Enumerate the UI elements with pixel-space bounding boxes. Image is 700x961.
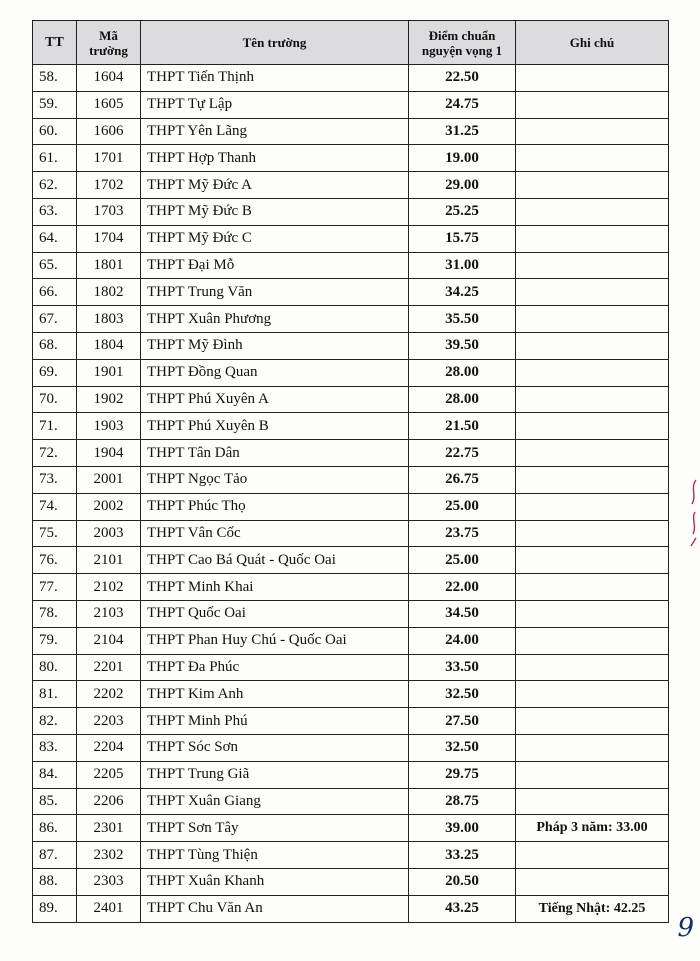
row-note (516, 842, 669, 869)
row-cutoff-score: 43.25 (409, 895, 516, 922)
table-row (33, 574, 669, 601)
table-row (33, 413, 669, 440)
row-school-code: 2001 (77, 466, 141, 493)
table-row (33, 654, 669, 681)
row-cutoff-score: 25.00 (409, 547, 516, 574)
row-note (516, 386, 669, 413)
row-tt: 73. (33, 466, 77, 493)
row-school-name: THPT Phú Xuyên A (141, 386, 409, 413)
row-school-code: 2201 (77, 654, 141, 681)
admission-score-table (32, 20, 669, 923)
row-tt: 86. (33, 815, 77, 842)
row-school-name: THPT Tân Dân (141, 440, 409, 467)
row-cutoff-score: 34.25 (409, 279, 516, 306)
row-note (516, 708, 669, 735)
row-cutoff-score: 33.50 (409, 654, 516, 681)
row-school-name: THPT Kim Anh (141, 681, 409, 708)
row-note (516, 172, 669, 199)
table-row (33, 145, 669, 172)
row-cutoff-score: 22.75 (409, 440, 516, 467)
row-school-name: THPT Đa Phúc (141, 654, 409, 681)
row-school-name: THPT Cao Bá Quát - Quốc Oai (141, 547, 409, 574)
row-cutoff-score: 23.75 (409, 520, 516, 547)
row-school-code: 2303 (77, 868, 141, 895)
header-school-code: Mã trường (77, 21, 141, 65)
row-school-code: 2102 (77, 574, 141, 601)
row-cutoff-score: 28.00 (409, 386, 516, 413)
row-school-code: 2401 (77, 895, 141, 922)
table-row (33, 252, 669, 279)
row-school-name: THPT Đồng Quan (141, 359, 409, 386)
table-row (33, 440, 669, 467)
row-school-code: 2206 (77, 788, 141, 815)
row-school-name: THPT Xuân Phương (141, 306, 409, 333)
row-note (516, 252, 669, 279)
table-row (33, 225, 669, 252)
row-cutoff-score: 35.50 (409, 306, 516, 333)
table-row (33, 734, 669, 761)
row-cutoff-score: 34.50 (409, 600, 516, 627)
row-school-name: THPT Minh Khai (141, 574, 409, 601)
table-row (33, 815, 669, 842)
row-school-name: THPT Trung Văn (141, 279, 409, 306)
row-school-code: 2204 (77, 734, 141, 761)
row-note (516, 440, 669, 467)
row-school-code: 2104 (77, 627, 141, 654)
row-cutoff-score: 29.00 (409, 172, 516, 199)
table-row (33, 198, 669, 225)
row-cutoff-score: 31.00 (409, 252, 516, 279)
row-note (516, 118, 669, 145)
row-school-code: 1804 (77, 332, 141, 359)
row-tt: 68. (33, 332, 77, 359)
row-school-name: THPT Minh Phú (141, 708, 409, 735)
row-note (516, 279, 669, 306)
row-school-name: THPT Hợp Thanh (141, 145, 409, 172)
header-cutoff-score: Điểm chuẩn nguyện vọng 1 (409, 21, 516, 65)
row-cutoff-score: 28.00 (409, 359, 516, 386)
row-school-code: 2103 (77, 600, 141, 627)
row-school-code: 2002 (77, 493, 141, 520)
row-school-name: THPT Mỹ Đức C (141, 225, 409, 252)
row-tt: 60. (33, 118, 77, 145)
row-school-name: THPT Yên Lãng (141, 118, 409, 145)
row-tt: 61. (33, 145, 77, 172)
row-cutoff-score: 31.25 (409, 118, 516, 145)
row-school-name: THPT Phú Xuyên B (141, 413, 409, 440)
row-school-name: THPT Mỹ Đình (141, 332, 409, 359)
row-school-code: 1701 (77, 145, 141, 172)
row-note (516, 466, 669, 493)
table-row (33, 279, 669, 306)
row-tt: 79. (33, 627, 77, 654)
table-row (33, 493, 669, 520)
row-note (516, 225, 669, 252)
edge-stamp-mark (688, 478, 698, 548)
table-row (33, 332, 669, 359)
row-tt: 67. (33, 306, 77, 333)
row-school-name: THPT Phan Huy Chú - Quốc Oai (141, 627, 409, 654)
table-row (33, 708, 669, 735)
table-row (33, 868, 669, 895)
row-note (516, 654, 669, 681)
row-cutoff-score: 39.50 (409, 332, 516, 359)
row-cutoff-score: 29.75 (409, 761, 516, 788)
row-school-name: THPT Ngọc Tảo (141, 466, 409, 493)
row-school-name: THPT Trung Giã (141, 761, 409, 788)
row-tt: 87. (33, 842, 77, 869)
row-school-code: 1704 (77, 225, 141, 252)
row-note (516, 65, 669, 92)
row-note (516, 145, 669, 172)
row-tt: 69. (33, 359, 77, 386)
table-row (33, 466, 669, 493)
row-tt: 77. (33, 574, 77, 601)
table-row (33, 65, 669, 92)
table-row (33, 788, 669, 815)
row-tt: 72. (33, 440, 77, 467)
row-tt: 59. (33, 91, 77, 118)
row-tt: 88. (33, 868, 77, 895)
table-row (33, 895, 669, 922)
row-note (516, 868, 669, 895)
row-school-name: THPT Tự Lập (141, 91, 409, 118)
row-school-name: THPT Đại Mỗ (141, 252, 409, 279)
row-note: Pháp 3 năm: 33.00 (516, 815, 669, 842)
row-school-code: 1803 (77, 306, 141, 333)
row-tt: 85. (33, 788, 77, 815)
row-cutoff-score: 25.00 (409, 493, 516, 520)
row-note (516, 493, 669, 520)
table-header-row (33, 21, 669, 65)
row-school-code: 1904 (77, 440, 141, 467)
header-note: Ghi chú (516, 21, 669, 65)
row-note (516, 413, 669, 440)
table-row (33, 172, 669, 199)
row-note (516, 574, 669, 601)
row-note (516, 332, 669, 359)
page-number: 9 (677, 913, 694, 943)
row-school-code: 2302 (77, 842, 141, 869)
row-tt: 81. (33, 681, 77, 708)
row-school-code: 1605 (77, 91, 141, 118)
table-row (33, 627, 669, 654)
row-school-code: 1606 (77, 118, 141, 145)
row-cutoff-score: 20.50 (409, 868, 516, 895)
row-cutoff-score: 27.50 (409, 708, 516, 735)
row-school-name: THPT Sơn Tây (141, 815, 409, 842)
row-school-name: THPT Xuân Khanh (141, 868, 409, 895)
row-school-code: 1703 (77, 198, 141, 225)
row-cutoff-score: 15.75 (409, 225, 516, 252)
row-note (516, 547, 669, 574)
row-tt: 76. (33, 547, 77, 574)
row-note (516, 600, 669, 627)
table-row (33, 91, 669, 118)
table-row (33, 520, 669, 547)
row-school-name: THPT Mỹ Đức A (141, 172, 409, 199)
table-row (33, 600, 669, 627)
row-school-name: THPT Chu Văn An (141, 895, 409, 922)
row-note (516, 734, 669, 761)
row-school-name: THPT Tiến Thịnh (141, 65, 409, 92)
row-school-code: 1901 (77, 359, 141, 386)
row-tt: 71. (33, 413, 77, 440)
row-tt: 83. (33, 734, 77, 761)
row-note (516, 761, 669, 788)
row-cutoff-score: 24.75 (409, 91, 516, 118)
table-row (33, 681, 669, 708)
row-school-name: THPT Xuân Giang (141, 788, 409, 815)
row-tt: 82. (33, 708, 77, 735)
row-school-code: 2202 (77, 681, 141, 708)
row-school-code: 1801 (77, 252, 141, 279)
row-cutoff-score: 32.50 (409, 734, 516, 761)
row-school-code: 1604 (77, 65, 141, 92)
row-tt: 58. (33, 65, 77, 92)
row-school-code: 1802 (77, 279, 141, 306)
header-school-name: Tên trường (141, 21, 409, 65)
row-note (516, 627, 669, 654)
row-school-code: 2205 (77, 761, 141, 788)
row-tt: 66. (33, 279, 77, 306)
row-tt: 74. (33, 493, 77, 520)
row-note (516, 788, 669, 815)
row-note: Tiếng Nhật: 42.25 (516, 895, 669, 922)
row-school-name: THPT Phúc Thọ (141, 493, 409, 520)
row-tt: 89. (33, 895, 77, 922)
row-school-name: THPT Vân Cốc (141, 520, 409, 547)
row-school-code: 1702 (77, 172, 141, 199)
table-row (33, 386, 669, 413)
row-cutoff-score: 22.50 (409, 65, 516, 92)
row-cutoff-score: 25.25 (409, 198, 516, 225)
row-school-name: THPT Quốc Oai (141, 600, 409, 627)
row-cutoff-score: 19.00 (409, 145, 516, 172)
row-school-code: 1902 (77, 386, 141, 413)
row-school-code: 2003 (77, 520, 141, 547)
table-row (33, 306, 669, 333)
row-tt: 75. (33, 520, 77, 547)
row-cutoff-score: 28.75 (409, 788, 516, 815)
row-note (516, 91, 669, 118)
row-cutoff-score: 39.00 (409, 815, 516, 842)
row-cutoff-score: 32.50 (409, 681, 516, 708)
row-cutoff-score: 33.25 (409, 842, 516, 869)
row-school-name: THPT Sóc Sơn (141, 734, 409, 761)
header-tt: TT (33, 21, 77, 65)
row-note (516, 306, 669, 333)
row-school-name: THPT Tùng Thiện (141, 842, 409, 869)
row-school-code: 2301 (77, 815, 141, 842)
row-tt: 65. (33, 252, 77, 279)
row-tt: 80. (33, 654, 77, 681)
admission-score-table-sheet (32, 20, 668, 923)
row-cutoff-score: 22.00 (409, 574, 516, 601)
row-tt: 62. (33, 172, 77, 199)
row-cutoff-score: 24.00 (409, 627, 516, 654)
row-note (516, 359, 669, 386)
row-school-code: 1903 (77, 413, 141, 440)
row-tt: 84. (33, 761, 77, 788)
table-row (33, 761, 669, 788)
table-row (33, 842, 669, 869)
row-school-code: 2101 (77, 547, 141, 574)
row-cutoff-score: 26.75 (409, 466, 516, 493)
table-row (33, 547, 669, 574)
row-school-name: THPT Mỹ Đức B (141, 198, 409, 225)
row-tt: 63. (33, 198, 77, 225)
row-note (516, 198, 669, 225)
table-row (33, 118, 669, 145)
row-tt: 78. (33, 600, 77, 627)
row-note (516, 681, 669, 708)
row-tt: 70. (33, 386, 77, 413)
row-school-code: 2203 (77, 708, 141, 735)
row-note (516, 520, 669, 547)
row-cutoff-score: 21.50 (409, 413, 516, 440)
table-row (33, 359, 669, 386)
row-tt: 64. (33, 225, 77, 252)
